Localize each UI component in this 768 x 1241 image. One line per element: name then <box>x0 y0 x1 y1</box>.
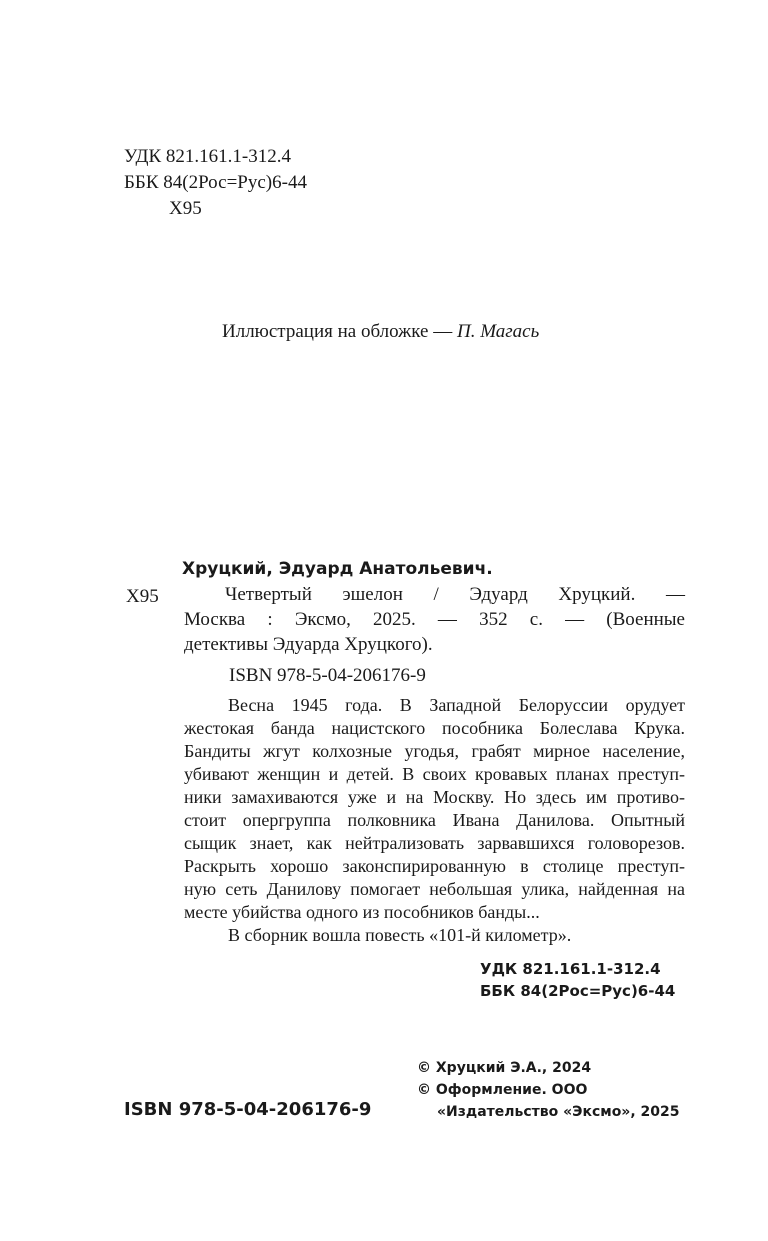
bbk-header: ББК 84(2Рос=Рус)6-44 <box>124 172 307 193</box>
udk-header: УДК 821.161.1-312.4 <box>124 146 291 167</box>
copyright-design: © Оформление. ООО <box>417 1082 588 1098</box>
footer-isbn: ISBN 978-5-04-206176-9 <box>124 1099 372 1120</box>
annotation-line: убивают женщин и детей. В своих кровавых планах преступ- <box>184 764 685 784</box>
annotation-line: Весна 1945 года. В Западной Белоруссии орудует <box>228 695 685 715</box>
copyright-publisher: «Издательство «Эксмо», 2025 <box>437 1104 680 1120</box>
udk-classification: УДК 821.161.1-312.4 <box>480 960 661 978</box>
catalog-isbn: ISBN 978-5-04-206176-9 <box>229 665 426 686</box>
annotation-line: ники замахиваются уже и на Москву. Но здесь им противо- <box>184 787 685 807</box>
annotation-line: жестокая банда нацистского пособника Болеслава Крука. <box>184 718 685 738</box>
bbk-classification: ББК 84(2Рос=Рус)6-44 <box>480 982 676 1000</box>
annotation-line: стоит опергруппа полковника Ивана Данилова. Опытный <box>184 810 685 830</box>
catalog-series-line: детективы Эдуарда Хруцкого). <box>184 634 433 655</box>
copyright-author: © Хруцкий Э.А., 2024 <box>417 1060 592 1076</box>
author-code-header: Х95 <box>169 198 202 219</box>
annotation-line: Бандиты жгут колхозные угодья, грабят мирное население, <box>184 741 685 761</box>
catalog-code: Х95 <box>126 586 159 607</box>
catalog-imprint-line: Москва : Эксмо, 2025. — 352 с. — (Военные <box>184 609 685 630</box>
annotation <box>184 694 685 947</box>
annotation-note: В сборник вошла повесть «101-й километр». <box>228 925 572 945</box>
catalog-author: Хруцкий, Эдуард Анатольевич. <box>182 559 493 579</box>
annotation-line: Раскрыть хорошо законспирированную в столице преступ- <box>184 856 685 876</box>
illustration-credit <box>222 320 539 344</box>
catalog-title-line: Четвертый эшелон / Эдуард Хруцкий. — <box>225 584 685 605</box>
annotation-line: месте убийства одного из пособников банды... <box>184 902 540 922</box>
illustration-label: Иллюстрация на обложке — <box>222 321 457 342</box>
annotation-line: ную сеть Данилову помогает небольшая улика, найденная на <box>184 879 685 899</box>
annotation-line: сыщик знает, как нейтрализовать зарвавшихся головорезов. <box>184 833 685 853</box>
illustration-artist: П. Магась <box>456 321 540 342</box>
